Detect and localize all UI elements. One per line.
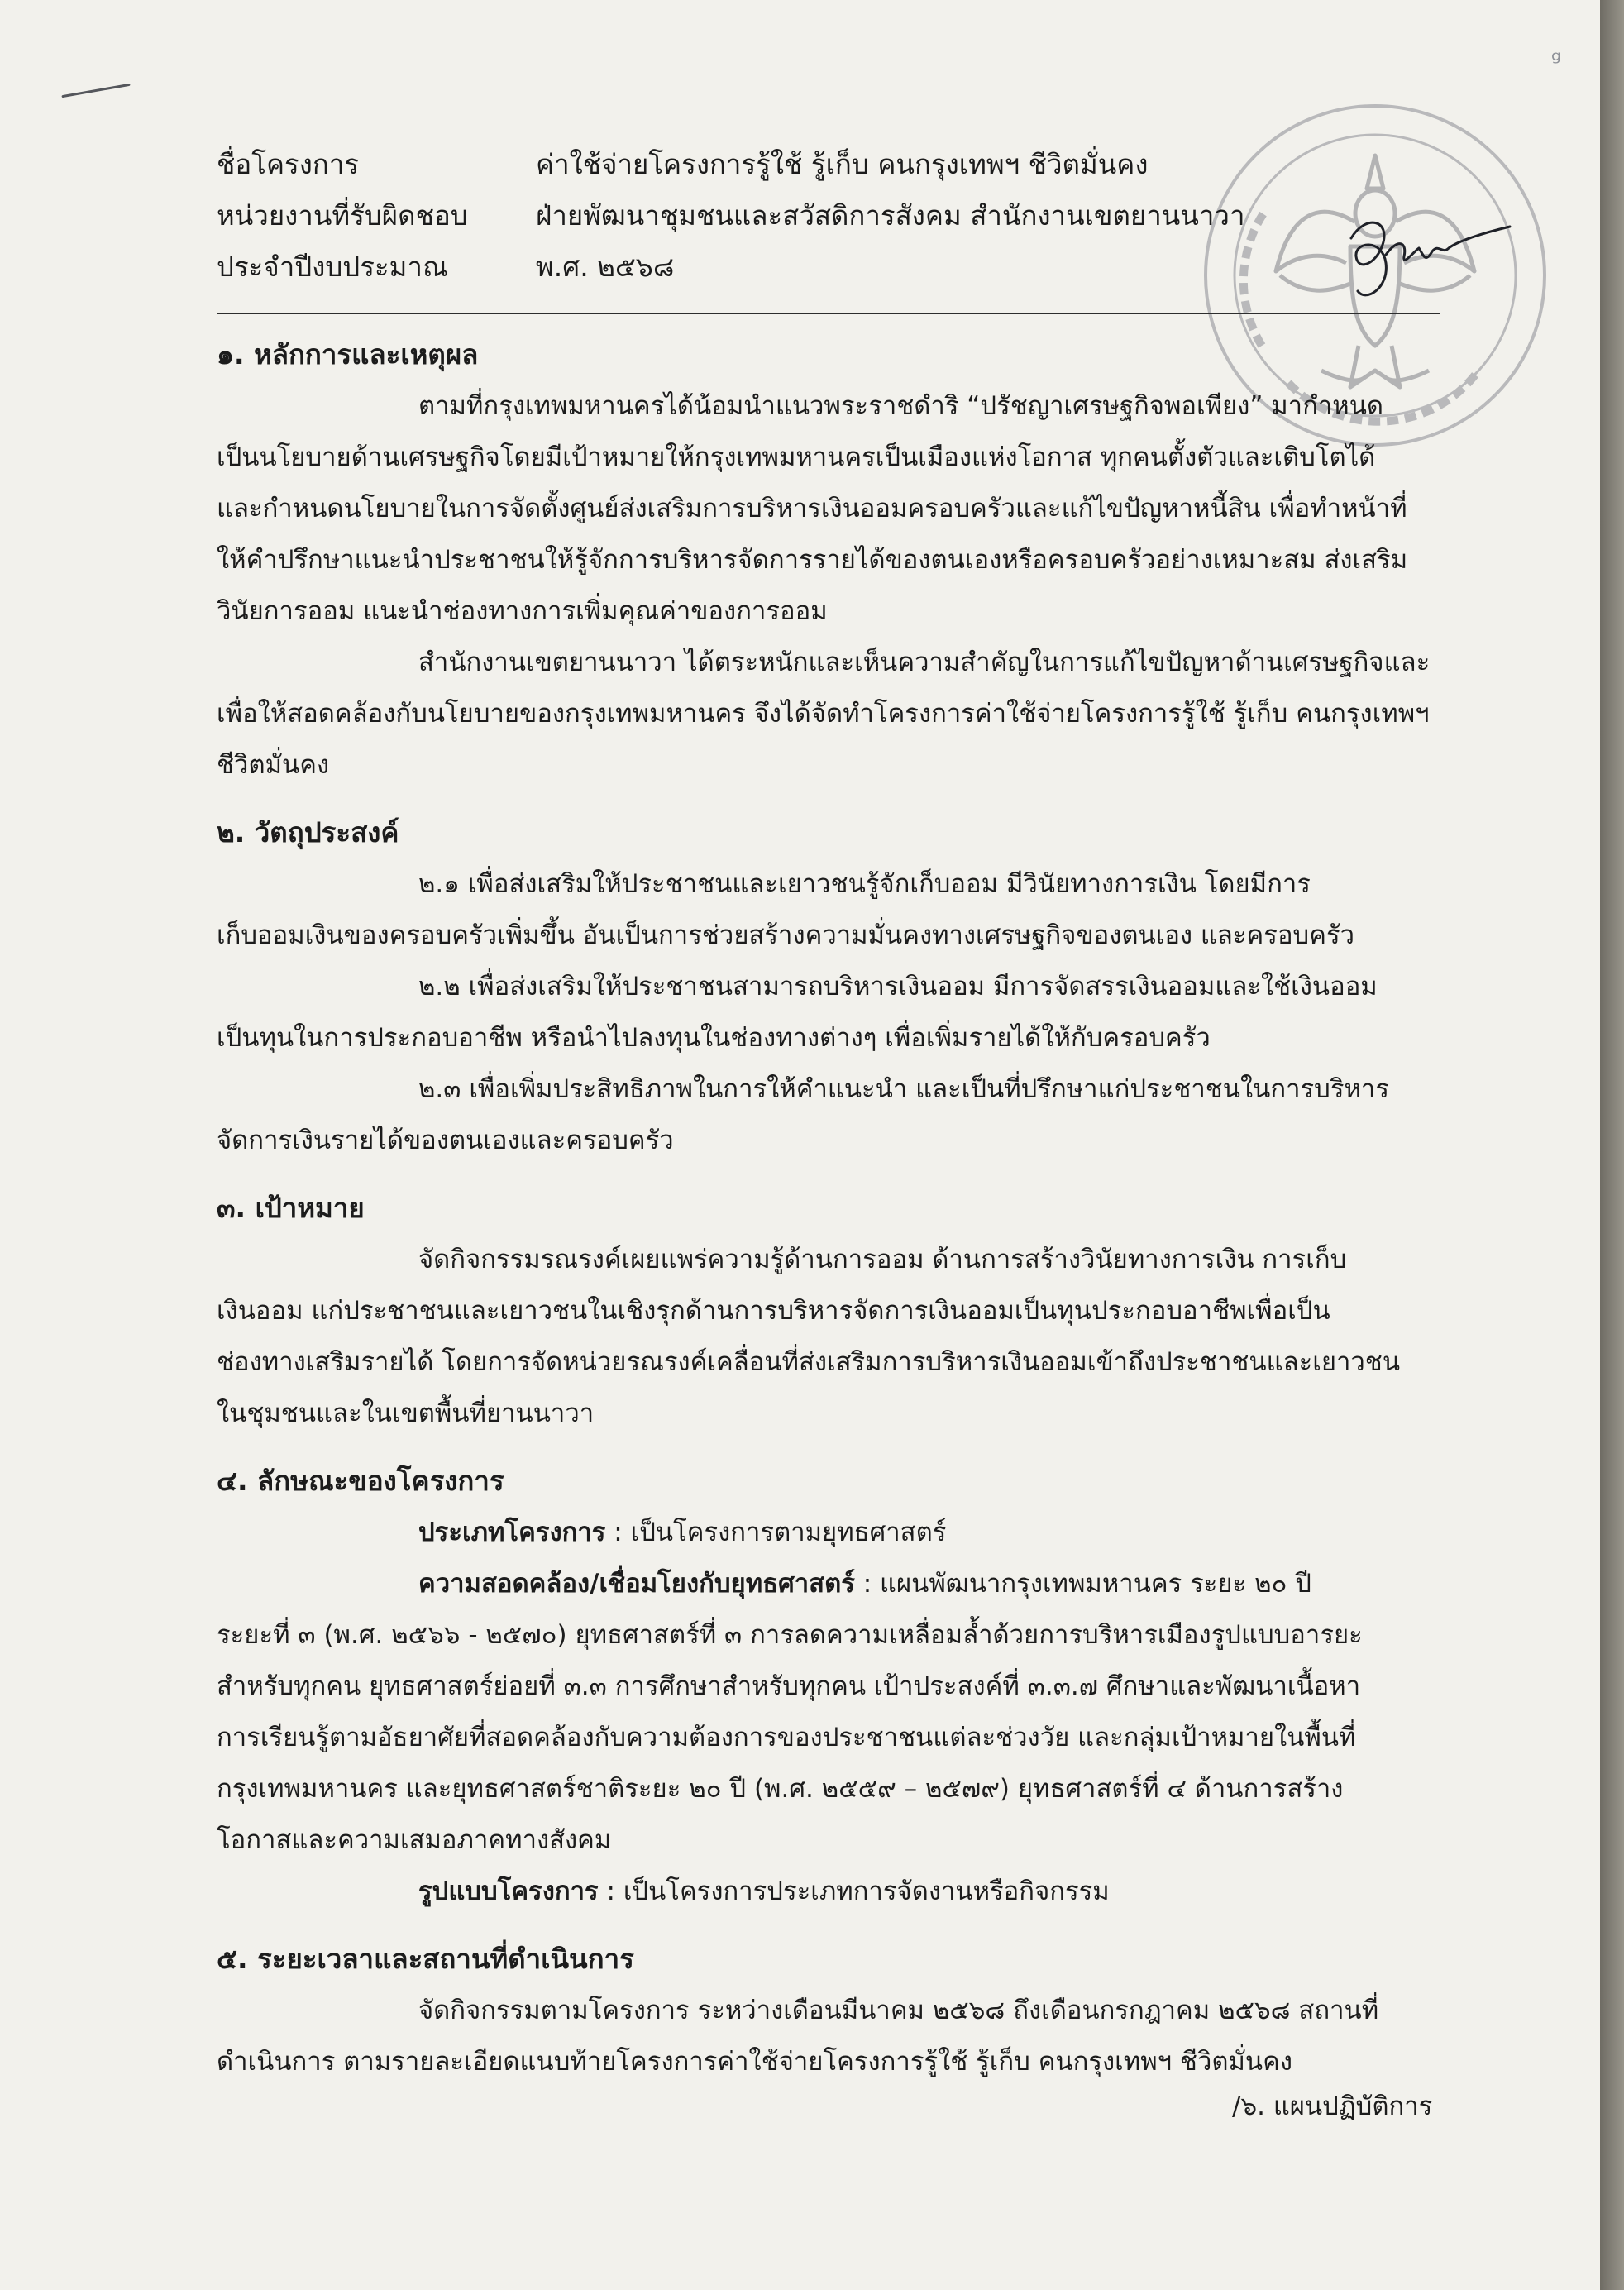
pen-mark	[61, 84, 130, 98]
fiscal-year-label: ประจำปีงบประมาณ	[217, 251, 448, 283]
section-1-line: สำนักงานเขตยานนาวา ได้ตระหนักและเห็นความสำคัญในการแก้ไขปัญหาด้านเศรษฐกิจและ	[418, 648, 1431, 677]
project-format-label: รูปแบบโครงการ	[418, 1876, 599, 1906]
project-name-value: ค่าใช้จ่ายโครงการรู้ใช้ รู้เก็บ คนกรุงเทพฯ ชีวิตมั่นคง	[536, 148, 1149, 180]
section-3-line: ในชุมชนและในเขตพื้นที่ยานนาวา	[217, 1398, 595, 1428]
section-1-line: เป็นนโยบายด้านเศรษฐกิจโดยมีเป้าหมายให้กรุงเทพมหานครเป็นเมืองแห่งโอกาส ทุกคนตั้งตัวและเติบโตได้	[217, 442, 1376, 472]
section-5-line: จัดกิจกรรมตามโครงการ ระหว่างเดือนมีนาคม ๒๕๖๘ ถึงเดือนกรกฎาคม ๒๕๖๘ สถานที่	[418, 1996, 1379, 2025]
section-1-line: ชีวิตมั่นคง	[217, 750, 330, 780]
document-body	[217, 329, 1457, 2087]
section-2-line: จัดการเงินรายได้ของตนเองและครอบครัว	[217, 1126, 674, 1155]
section-1-line: และกำหนดนโยบายในการจัดตั้งศูนย์ส่งเสริมการบริหารเงินออมครอบครัวและแก้ไขปัญหาหนี้สิน เพื่อทำหน้าที่	[217, 494, 1407, 523]
header-row-project-name	[217, 139, 1457, 190]
section-2-line: เก็บออมเงินของครอบครัวเพิ่มขึ้น อันเป็นการช่วยสร้างความมั่นคงทางเศรษฐกิจของตนเอง และครอบครัว	[217, 920, 1355, 950]
section-1-line: ตามที่กรุงเทพมหานครได้น้อมนำแนวพระราชดำริ “ปรัชญาเศรษฐกิจพอเพียง” มากำหนด	[418, 391, 1384, 421]
section-2-line: ๒.๒ เพื่อส่งเสริมให้ประชาชนสามารถบริหารเงินออม มีการจัดสรรเงินออมและใช้เงินออม	[418, 972, 1378, 1002]
section-5-heading: ๕. ระยะเวลาและสถานที่ดำเนินการ	[217, 1943, 634, 1975]
header-row-department	[217, 190, 1457, 241]
section-4-line: ระยะที่ ๓ (พ.ศ. ๒๕๖๖ - ๒๕๗๐) ยุทธศาสตร์ที่ ๓ การลดความเหลื่อมล้ำด้วยการบริหารเมืองรูปแบบอารยะ	[217, 1620, 1363, 1650]
page-edge-background	[1600, 0, 1624, 2290]
strategy-alignment-label: ความสอดคล้อง/เชื่อมโยงกับยุทธศาสตร์	[418, 1569, 855, 1599]
project-name-label: ชื่อโครงการ	[217, 148, 360, 180]
section-2-line: เป็นทุนในการประกอบอาชีพ หรือนำไปลงทุนในช่องทางต่างๆ เพื่อเพิ่มรายได้ให้กับครอบครัว	[217, 1023, 1211, 1053]
section-1-line: วินัยการออม แนะนำช่องทางการเพิ่มคุณค่าของการออม	[217, 596, 828, 626]
continuation-note: /๖. แผนปฏิบัติการ	[1232, 2092, 1433, 2121]
section-4-line: กรุงเทพมหานคร และยุทธศาสตร์ชาติระยะ ๒๐ ปี (พ.ศ. ๒๕๕๙ – ๒๕๗๙) ยุทธศาสตร์ที่ ๔ ด้านการสร้าง	[217, 1774, 1344, 1804]
project-type-value: : เป็นโครงการตามยุทธศาสตร์	[605, 1518, 947, 1547]
project-format-value: : เป็นโครงการประเภทการจัดงานหรือกิจกรรม	[598, 1876, 1110, 1906]
strategy-alignment-line	[217, 1558, 1457, 1609]
section-3-heading: ๓. เป้าหมาย	[217, 1192, 365, 1224]
department-label: หน่วยงานที่รับผิดชอบ	[217, 199, 468, 232]
section-1-line: เพื่อให้สอดคล้องกับนโยบายของกรุงเทพมหานคร จึงได้จัดทำโครงการค่าใช้จ่ายโครงการรู้ใช้ รู้เก็บ คนกรุงเทพฯ	[217, 699, 1430, 729]
section-4-heading: ๔. ลักษณะของโครงการ	[217, 1465, 504, 1497]
department-value: ฝ่ายพัฒนาชุมชนและสวัสดิการสังคม สำนักงานเขตยานนาวา	[536, 199, 1245, 232]
strategy-alignment-value: : แผนพัฒนากรุงเทพมหานคร ระยะ ๒๐ ปี	[854, 1569, 1311, 1599]
section-4-line: โอกาสและความเสมอภาคทางสังคม	[217, 1825, 612, 1855]
header-row-fiscal-year	[217, 241, 1457, 293]
section-4-line: การเรียนรู้ตามอัธยาศัยที่สอดคล้องกับความต้องการของประชาชนแต่ละช่วงวัย และกลุ่มเป้าหมายในพื้นที่	[217, 1723, 1356, 1752]
section-4-line: สำหรับทุกคน ยุทธศาสตร์ย่อยที่ ๓.๓ การศึกษาสำหรับทุกคน เป้าประสงค์ที่ ๓.๓.๗ ศึกษาและพัฒนาเนื้อหา	[217, 1671, 1361, 1701]
section-2-line: ๒.๑ เพื่อส่งเสริมให้ประชาชนและเยาวชนรู้จักเก็บออม มีวินัยทางการเงิน โดยมีการ	[418, 869, 1311, 899]
document-header	[217, 139, 1457, 293]
project-format-line	[217, 1866, 1457, 1917]
section-2-line: ๒.๓ เพื่อเพิ่มประสิทธิภาพในการให้คำแนะนำ และเป็นที่ปรึกษาแก่ประชาชนในการบริหาร	[418, 1074, 1389, 1104]
section-2-heading: ๒. วัตถุประสงค์	[217, 816, 399, 849]
section-5-line: ดำเนินการ ตามรายละเอียดแนบท้ายโครงการค่าใช้จ่ายโครงการรู้ใช้ รู้เก็บ คนกรุงเทพฯ ชีวิตมั่นคง	[217, 2047, 1292, 2077]
corner-pencil-mark: ᵍ	[1551, 46, 1562, 75]
project-type-label: ประเภทโครงการ	[418, 1518, 606, 1547]
section-3-line: ช่องทางเสริมรายได้ โดยการจัดหน่วยรณรงค์เคลื่อนที่ส่งเสริมการบริหารเงินออมเข้าถึงประชาชนและเยาวชน	[217, 1347, 1401, 1377]
section-1-line: ให้คำปรึกษาแนะนำประชาชนให้รู้จักการบริหารจัดการรายได้ของตนเองหรือครอบครัวอย่างเหมาะสม ส่งเสริม	[217, 545, 1408, 575]
section-1-heading: ๑. หลักการและเหตุผล	[217, 338, 479, 371]
section-3-line: เงินออม แก่ประชาชนและเยาวชนในเชิงรุกด้านการบริหารจัดการเงินออมเป็นทุนประกอบอาชีพเพื่อเป็น	[217, 1296, 1330, 1326]
project-type-line	[217, 1507, 1457, 1558]
section-3-line: จัดกิจกรรมรณรงค์เผยแพร่ความรู้ด้านการออม ด้านการสร้างวินัยทางการเงิน การเก็บ	[418, 1245, 1347, 1274]
header-divider	[217, 313, 1440, 314]
fiscal-year-value: พ.ศ. ๒๕๖๘	[536, 251, 675, 283]
